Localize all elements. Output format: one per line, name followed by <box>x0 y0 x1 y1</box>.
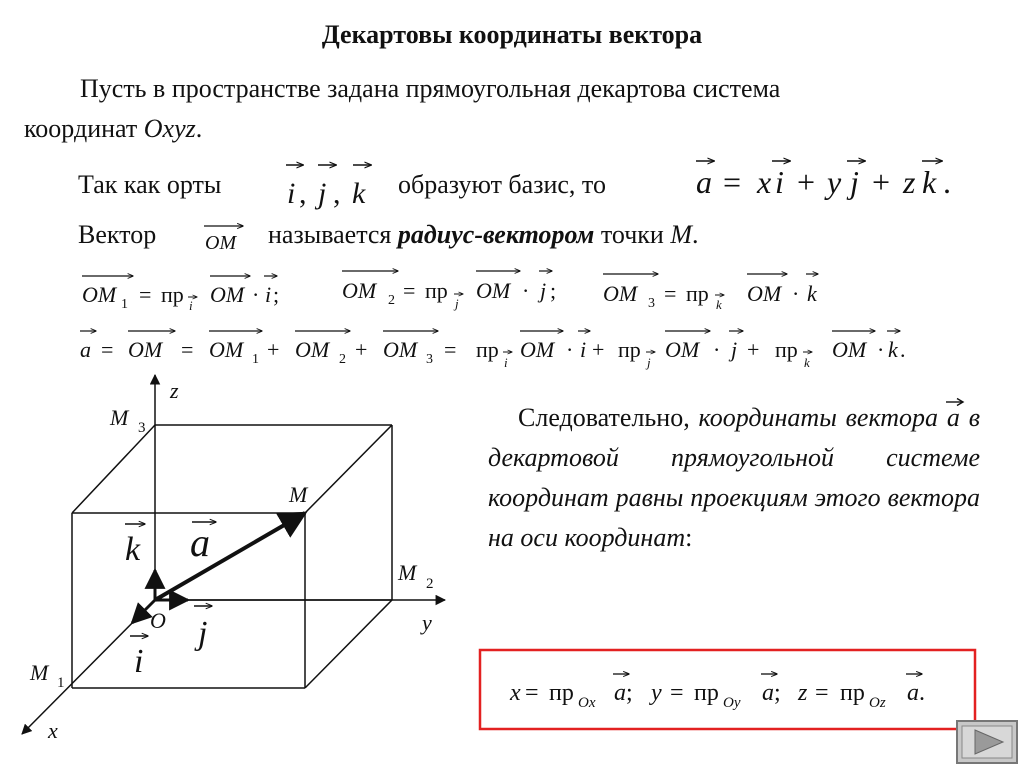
svg-text:3: 3 <box>648 296 655 311</box>
svg-text:;: ; <box>774 680 781 706</box>
axis-label-z: z <box>170 378 179 403</box>
svg-text:2: 2 <box>388 293 395 308</box>
axis-label-x: x <box>48 718 58 743</box>
basis-orts <box>286 165 371 210</box>
svg-text:i: i <box>580 337 587 362</box>
svg-text:=: = <box>101 337 114 362</box>
svg-text:a: a <box>762 680 774 706</box>
svg-text:+: + <box>872 164 891 200</box>
svg-text:k: k <box>922 164 937 200</box>
coordinate-diagram <box>22 375 445 743</box>
svg-text:·: · <box>877 337 885 362</box>
svg-text:=: = <box>444 337 457 362</box>
svg-text:y: y <box>651 680 662 706</box>
basis-formula <box>696 161 951 200</box>
svg-text:k: k <box>804 355 810 370</box>
svg-text:i: i <box>189 298 193 313</box>
conclusion-vector: a <box>947 403 960 432</box>
svg-text:Oz: Oz <box>869 695 886 711</box>
svg-text:x: x <box>757 164 772 200</box>
svg-text:+: + <box>355 337 368 362</box>
basis-prefix: Так как орты <box>78 170 222 199</box>
svg-text:=: = <box>525 680 539 706</box>
svg-text:OM: OM <box>383 337 418 362</box>
svg-text:пр: пр <box>694 680 719 706</box>
svg-text:·: · <box>792 281 800 306</box>
ort-j: j <box>318 177 327 210</box>
svg-text:OM: OM <box>295 337 330 362</box>
svg-text:k: k <box>888 337 898 362</box>
radius-suffix: точки <box>594 220 671 249</box>
radius-end: . <box>692 220 699 249</box>
vector-a-label: a <box>190 520 210 565</box>
ort-k: k <box>352 177 366 210</box>
svg-text:x: x <box>510 680 521 706</box>
m2-label: M <box>398 560 417 585</box>
radius-middle: называется <box>268 220 398 249</box>
svg-text:пр: пр <box>425 278 448 303</box>
svg-text:;: ; <box>550 278 557 303</box>
svg-text:OM: OM <box>747 281 782 306</box>
svg-text:OM: OM <box>82 282 117 307</box>
basis-middle: образуют базис, то <box>398 170 606 199</box>
formula-a: a <box>696 164 712 200</box>
origin-label: O <box>150 608 166 633</box>
m2-sub: 2 <box>426 576 434 592</box>
svg-text:;: ; <box>626 680 633 706</box>
m3-label: M <box>110 405 129 430</box>
page-title: Декартовы координаты вектора <box>321 20 703 49</box>
svg-text:=: = <box>403 278 416 303</box>
svg-text:.: . <box>943 164 951 200</box>
intro-line-2-suffix: . <box>195 114 203 143</box>
svg-text:3: 3 <box>426 352 433 367</box>
svg-text:+: + <box>592 337 605 362</box>
ort-i: i <box>287 177 296 210</box>
svg-text:пр: пр <box>161 282 184 307</box>
svg-text:OM: OM <box>209 337 244 362</box>
svg-text:=: = <box>723 164 742 200</box>
m1-sub: 1 <box>57 675 65 691</box>
svg-text:пр: пр <box>686 281 709 306</box>
conclusion-lead: Следовательно, <box>518 403 699 432</box>
svg-text:OM: OM <box>665 337 700 362</box>
next-slide-button[interactable] <box>956 720 1018 764</box>
m1-label: M <box>30 660 49 685</box>
svg-text:1: 1 <box>252 352 259 367</box>
svg-text:OM: OM <box>603 281 638 306</box>
boxed-formula <box>480 650 975 729</box>
radius-prefix: Вектор <box>78 220 157 249</box>
point-m-label: M <box>289 482 308 507</box>
svg-text:=: = <box>181 337 194 362</box>
conclusion-italic-1: координаты вектора <box>698 403 947 432</box>
svg-text:j: j <box>850 164 859 200</box>
unit-j-label: j <box>198 615 208 652</box>
svg-text:i: i <box>775 164 784 200</box>
svg-text:,: , <box>333 177 341 210</box>
axis-label-y: y <box>422 610 432 635</box>
radius-point: M <box>670 220 693 249</box>
svg-text:2: 2 <box>339 352 346 367</box>
svg-text:,: , <box>299 177 307 210</box>
svg-text:;: ; <box>273 282 280 307</box>
intro-line-2-prefix: координат <box>24 114 144 143</box>
projection-formulas <box>82 271 818 313</box>
svg-text:a: a <box>80 337 91 362</box>
radius-term: радиус-вектором <box>397 220 595 249</box>
svg-text:.: . <box>900 337 906 362</box>
svg-text:=: = <box>670 680 684 706</box>
svg-text:·: · <box>252 282 260 307</box>
svg-text:=: = <box>139 282 152 307</box>
radius-vector-symbol <box>204 226 243 254</box>
intro-line-1: Пусть в пространстве задана прямоугольная декартова система <box>80 74 781 103</box>
svg-text:OM: OM <box>520 337 555 362</box>
svg-text:OM: OM <box>128 337 163 362</box>
svg-text:Ox: Ox <box>578 695 596 711</box>
svg-text:k: k <box>716 297 722 312</box>
svg-text:i: i <box>265 282 272 307</box>
svg-text:j: j <box>540 278 547 303</box>
svg-text:+: + <box>747 337 760 362</box>
conclusion-italic-2: в декартовой прямоугольной системе координат равны проекциям этого вектора на оси координат <box>488 403 980 552</box>
vector-a <box>155 513 305 600</box>
conclusion-end: : <box>685 523 693 552</box>
svg-text:пр: пр <box>618 337 641 362</box>
svg-text:OM: OM <box>832 337 867 362</box>
svg-text:пр: пр <box>549 680 574 706</box>
svg-text:i: i <box>504 355 508 370</box>
svg-text:j: j <box>455 296 459 311</box>
m3-sub: 3 <box>138 420 146 436</box>
svg-text:OM: OM <box>210 282 245 307</box>
svg-text:.: . <box>919 680 925 706</box>
svg-text:=: = <box>815 680 829 706</box>
svg-text:+: + <box>267 337 280 362</box>
svg-text:пр: пр <box>840 680 865 706</box>
svg-text:j: j <box>731 337 738 362</box>
system-name: Oxyz <box>143 114 196 143</box>
svg-text:Oy: Oy <box>723 695 741 711</box>
svg-text:OM: OM <box>342 278 377 303</box>
svg-text:=: = <box>664 281 677 306</box>
svg-text:z: z <box>903 164 916 200</box>
svg-text:·: · <box>566 337 574 362</box>
svg-text:·: · <box>522 278 530 303</box>
sum-formula <box>80 331 906 370</box>
svg-text:OM: OM <box>476 278 511 303</box>
svg-text:·: · <box>713 337 721 362</box>
svg-text:+: + <box>797 164 816 200</box>
svg-text:a: a <box>614 680 626 706</box>
svg-text:z: z <box>798 680 808 706</box>
unit-k-label: k <box>125 531 141 568</box>
svg-text:j: j <box>647 355 651 370</box>
unit-i-label: i <box>134 643 144 680</box>
svg-text:OM: OM <box>205 232 237 254</box>
svg-text:пр: пр <box>775 337 798 362</box>
play-right-icon <box>958 722 1016 762</box>
svg-text:1: 1 <box>121 297 128 312</box>
svg-text:k: k <box>807 281 817 306</box>
svg-text:a: a <box>907 680 919 706</box>
svg-text:пр: пр <box>476 337 499 362</box>
svg-text:y: y <box>827 164 842 200</box>
